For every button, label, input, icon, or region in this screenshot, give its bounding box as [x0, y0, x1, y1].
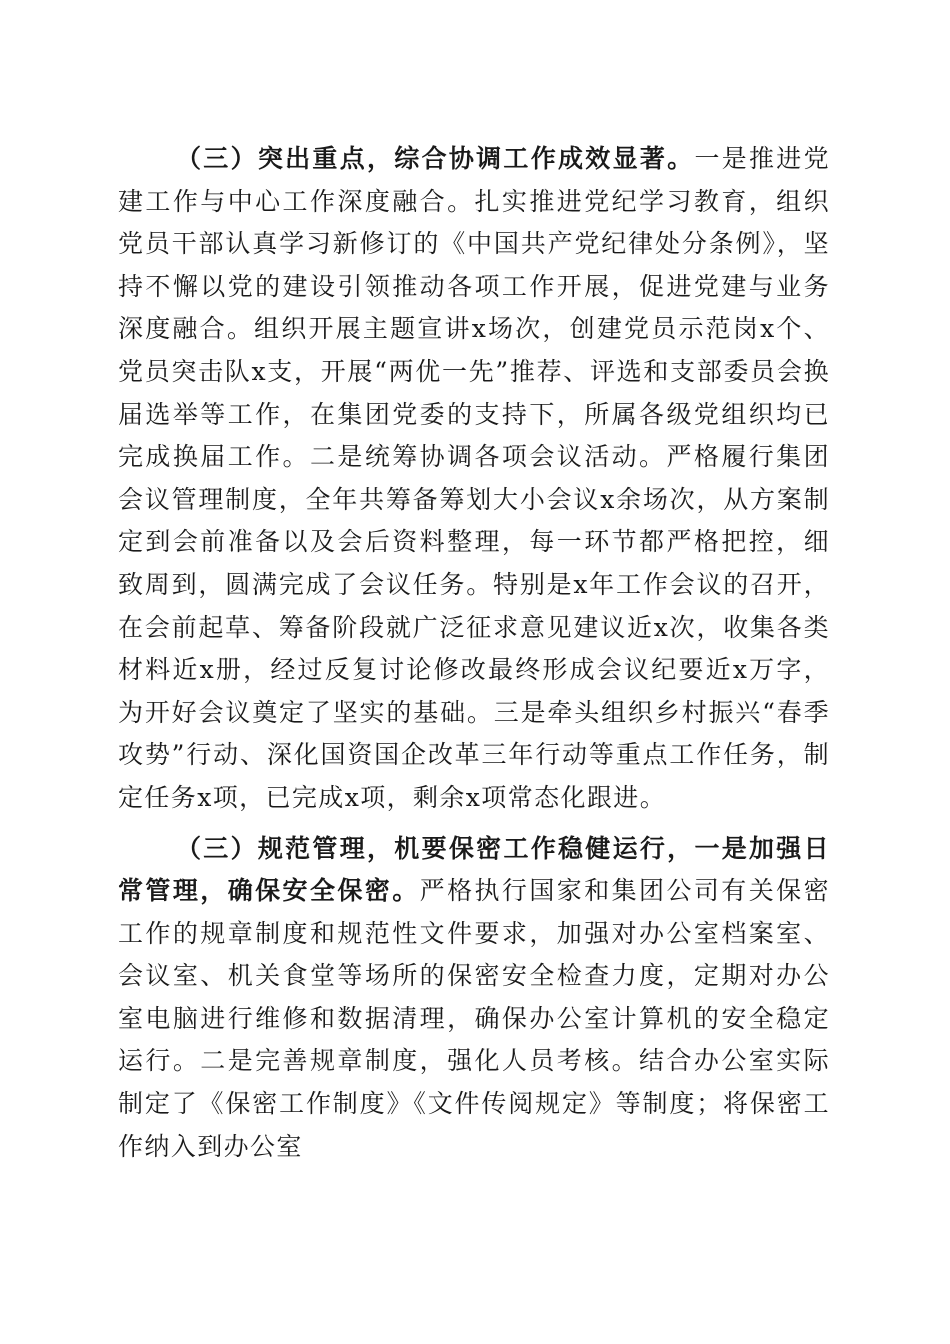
paragraph-heading: （三）突出重点，综合协调工作成效显著。 — [176, 144, 695, 173]
paragraph-confidentiality-management — [118, 828, 830, 1169]
document-body — [118, 138, 830, 1176]
paragraph-text: 严格执行国家和集团公司有关保密工作的规章制度和规范性文件要求，加强对办公室档案室、会议室、机关食堂等场所的保密安全检查力度，定期对办公室电脑进行维修和数据清理，确保办公室计算机的安全稳定运行。二是完善规章制度，强化人员考核。结合办公室实际制定了《保密工作制度》《文件传阅规定》等制度；将保密工作纳入到办公室 — [118, 876, 830, 1161]
paragraph-text: 一是推进党建工作与中心工作深度融合。扎实推进党纪学习教育，组织党员干部认真学习新修订的《中国共产党纪律处分条例》，坚持不懈以党的建设引领推动各项工作开展，促进党建与业务深度融合。组织开展主题宣讲x场次，创建党员示范岗x个、党员突击队x支，开展“两优一先”推荐、评选和支部委员会换届选举等工作，在集团党委的支持下，所属各级党组织均已完成换届工作。二是统筹协调各项会议活动。严格履行集团会议管理制度，全年共筹备筹划大小会议x余场次，从方案制定到会前准备以及会后资料整理，每一环节都严格把控，细致周到，圆满完成了会议任务。特别是x年工作会议的召开，在会前起草、筹备阶段就广泛征求意见建议近x次，收集各类材料近x册，经过反复讨论修改最终形成会议纪要近x万字，为开好会议奠定了坚实的基础。三是牵头组织乡村振兴“春季攻势”行动、深化国资国企改革三年行动等重点工作任务，制定任务x项，已完成x项，剩余x项常态化跟进。 — [118, 144, 830, 812]
paragraph-heading: （三）规范管理，机要保密工作稳健运行，一是加强日常管理，确保安全保密。 — [118, 833, 830, 906]
paragraph-comprehensive-coordination — [118, 138, 830, 820]
